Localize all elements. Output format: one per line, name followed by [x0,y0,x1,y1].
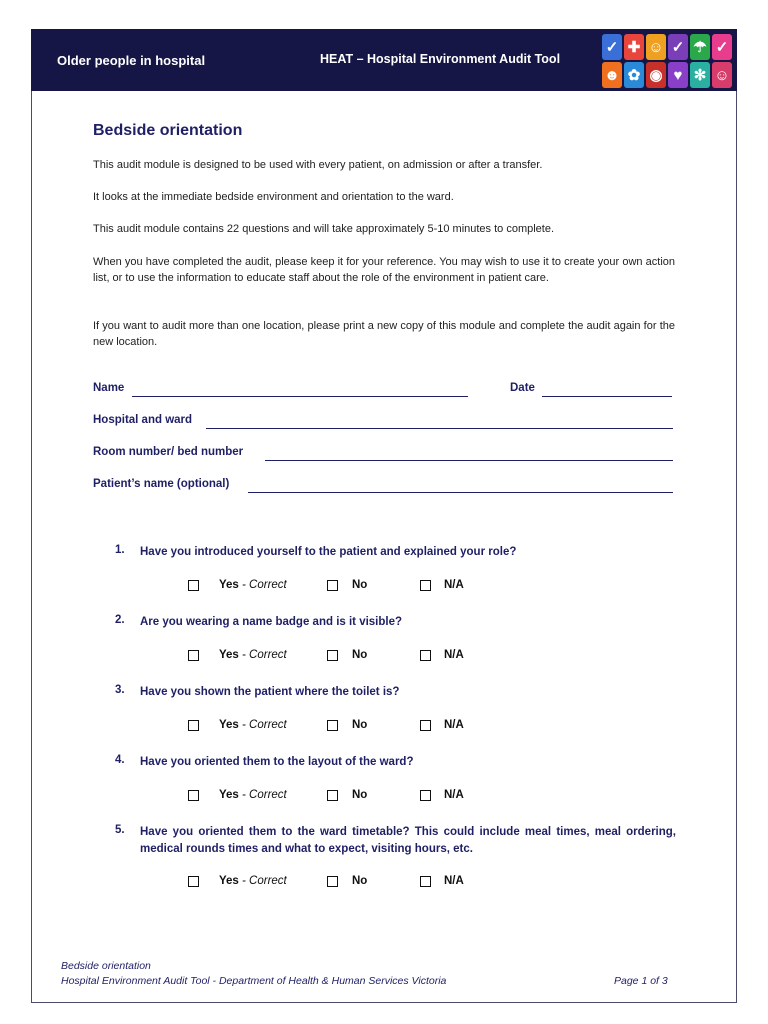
yes-option-label [219,719,287,731]
na-option-label [444,579,464,591]
correct-note: - Correct [238,579,287,591]
question-text: Have you oriented them to the ward timetable? This could include meal times, meal ordering, medical rounds times and what to expect, visiting hours, etc. [140,826,676,855]
logo-tile-icon: ☺ [646,34,666,60]
no-label-text: No [352,789,368,801]
correct-note: - Correct [238,719,287,731]
yes-option-label [219,789,287,801]
na-option-label [444,719,464,731]
no-label-text: No [352,579,368,591]
footer-publisher: Hospital Environment Audit Tool - Department of Health & Human Services Victoria [61,975,447,987]
na-option-label [444,649,464,661]
yes-checkbox[interactable] [188,650,199,661]
question-number: 4. [115,754,125,766]
na-label-text: N/A [444,789,464,801]
correct-note: - Correct [238,789,287,801]
na-checkbox[interactable] [420,876,431,887]
correct-note: - Correct [238,649,287,661]
no-checkbox[interactable] [327,876,338,887]
date-field[interactable] [542,396,672,397]
yes-label-text: Yes [219,579,239,591]
patient-name-field[interactable] [248,492,673,493]
yes-checkbox[interactable] [188,580,199,591]
footer-page-number: Page 1 of 3 [614,975,668,987]
no-checkbox[interactable] [327,650,338,661]
no-checkbox[interactable] [327,720,338,731]
no-label-text: No [352,875,368,887]
date-label: Date [510,382,535,394]
question-text: Are you wearing a name badge and is it visible? [140,616,403,628]
logo-tile-icon: ✿ [624,62,644,88]
yes-checkbox[interactable] [188,720,199,731]
logo-tile-icon: ☂ [690,34,710,60]
intro-paragraph-5: If you want to audit more than one location, please print a new copy of this module and complete the audit again for the new location. [93,320,675,349]
heat-logo [602,34,736,91]
name-field[interactable] [132,396,468,397]
patient-name-label: Patient’s name (optional) [93,478,230,490]
footer-module-name: Bedside orientation [61,960,151,972]
na-label-text: N/A [444,719,464,731]
correct-note: - Correct [238,875,287,887]
na-checkbox[interactable] [420,790,431,801]
question-number: 5. [115,824,125,836]
na-label-text: N/A [444,875,464,887]
intro-paragraph-2: It looks at the immediate bedside environment and orientation to the ward. [93,191,454,203]
hospital-ward-label: Hospital and ward [93,414,193,426]
logo-tile-icon: ✓ [602,34,622,60]
yes-checkbox[interactable] [188,790,199,801]
na-checkbox[interactable] [420,650,431,661]
no-option-label [352,875,367,887]
na-option-label [444,875,464,887]
question-number: 3. [115,684,125,696]
logo-tile-icon: ◉ [646,62,666,88]
yes-label-text: Yes [219,719,239,731]
na-label-text: N/A [444,579,464,591]
question-text: Have you introduced yourself to the patient and explained your role? [140,546,517,558]
logo-tile-icon: ☺ [712,62,732,88]
yes-checkbox[interactable] [188,876,199,887]
na-checkbox[interactable] [420,580,431,591]
yes-label-text: Yes [219,875,239,887]
no-checkbox[interactable] [327,580,338,591]
question-number: 1. [115,544,125,556]
room-bed-label: Room number/ bed number [93,446,244,458]
no-option-label [352,579,367,591]
yes-option-label [219,579,287,591]
logo-tile-icon: ✓ [712,34,732,60]
header-program-title: Older people in hospital [57,53,206,68]
na-option-label [444,789,464,801]
no-checkbox[interactable] [327,790,338,801]
logo-tile-icon: ✻ [690,62,710,88]
intro-paragraph-4: When you have completed the audit, please keep it for your reference. You may wish to use it to create your own action list, or to use the information to educate staff about the role of the environment in patient care. [93,256,675,285]
logo-tile-icon: ✚ [624,34,644,60]
yes-label-text: Yes [219,649,239,661]
no-label-text: No [352,719,368,731]
no-option-label [352,649,367,661]
yes-label-text: Yes [219,789,239,801]
no-option-label [352,719,367,731]
room-bed-field[interactable] [265,460,673,461]
page-title: Bedside orientation [93,122,243,139]
na-label-text: N/A [444,649,464,661]
header-tool-title: HEAT – Hospital Environment Audit Tool [320,52,561,66]
hospital-ward-field[interactable] [206,428,673,429]
intro-paragraph-1: This audit module is designed to be used with every patient, on admission or after a transfer. [93,159,543,171]
question-text: Have you shown the patient where the toilet is? [140,686,400,698]
logo-tile-icon: ☻ [602,62,622,88]
no-label-text: No [352,649,368,661]
name-label: Name [93,382,125,394]
logo-tile-icon: ♥ [668,62,688,88]
yes-option-label [219,649,287,661]
no-option-label [352,789,367,801]
question-text: Have you oriented them to the layout of the ward? [140,756,414,768]
logo-tile-icon: ✓ [668,34,688,60]
na-checkbox[interactable] [420,720,431,731]
intro-paragraph-3: This audit module contains 22 questions and will take approximately 5-10 minutes to complete. [93,223,555,235]
yes-option-label [219,875,287,887]
question-number: 2. [115,614,125,626]
